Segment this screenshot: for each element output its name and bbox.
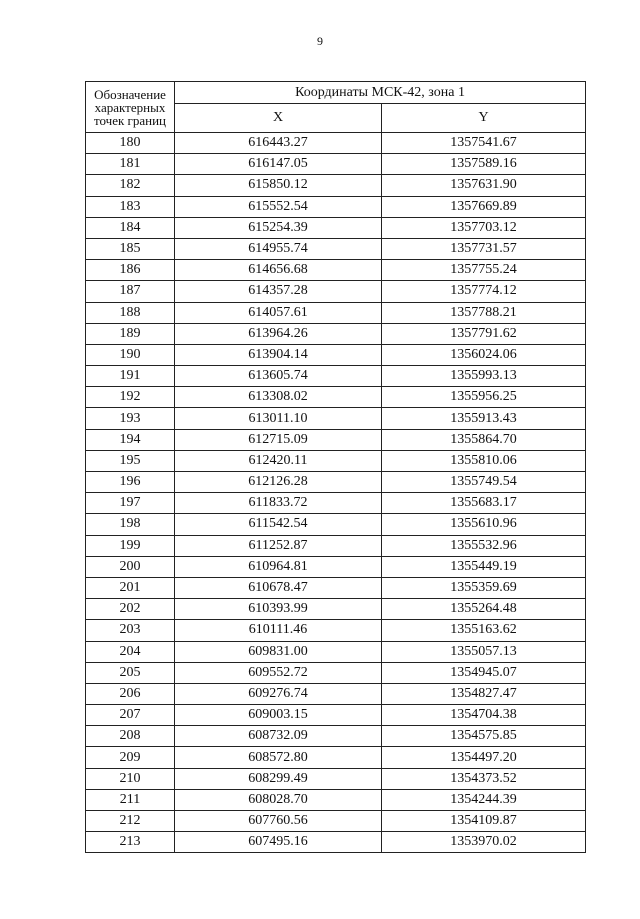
y-coordinate-cell: 1357669.89	[382, 196, 586, 217]
point-number-cell: 206	[86, 683, 175, 704]
x-coordinate-cell: 609552.72	[175, 662, 382, 683]
point-designation-header: Обозначение характерных точек границ	[86, 82, 175, 133]
x-coordinate-cell: 612715.09	[175, 429, 382, 450]
table-row	[86, 323, 586, 344]
table-row	[86, 662, 586, 683]
y-header: Y	[382, 104, 586, 133]
point-number-cell: 194	[86, 429, 175, 450]
table-row	[86, 705, 586, 726]
x-coordinate-cell: 609003.15	[175, 705, 382, 726]
point-number-cell: 200	[86, 556, 175, 577]
x-coordinate-cell: 611252.87	[175, 535, 382, 556]
x-coordinate-cell: 614656.68	[175, 260, 382, 281]
x-coordinate-cell: 608732.09	[175, 726, 382, 747]
table-row	[86, 238, 586, 259]
x-coordinate-cell: 611833.72	[175, 493, 382, 514]
table-row	[86, 599, 586, 620]
table-row	[86, 217, 586, 238]
table-row	[86, 789, 586, 810]
y-coordinate-cell: 1354373.52	[382, 768, 586, 789]
y-coordinate-cell: 1357541.67	[382, 133, 586, 154]
y-coordinate-cell: 1355913.43	[382, 408, 586, 429]
table-row	[86, 344, 586, 365]
y-coordinate-cell: 1355810.06	[382, 450, 586, 471]
x-coordinate-cell: 615850.12	[175, 175, 382, 196]
point-number-cell: 201	[86, 577, 175, 598]
x-coordinate-cell: 610964.81	[175, 556, 382, 577]
y-coordinate-cell: 1353970.02	[382, 832, 586, 853]
point-number-cell: 211	[86, 789, 175, 810]
y-coordinate-cell: 1355449.19	[382, 556, 586, 577]
point-number-cell: 203	[86, 620, 175, 641]
table-row	[86, 281, 586, 302]
table-row	[86, 514, 586, 535]
table-row	[86, 726, 586, 747]
table-row	[86, 196, 586, 217]
table-row	[86, 450, 586, 471]
table-body	[86, 133, 586, 853]
y-coordinate-cell: 1357755.24	[382, 260, 586, 281]
table-row	[86, 175, 586, 196]
table-row	[86, 747, 586, 768]
point-number-cell: 205	[86, 662, 175, 683]
x-coordinate-cell: 608299.49	[175, 768, 382, 789]
point-number-cell: 192	[86, 387, 175, 408]
y-coordinate-cell: 1355057.13	[382, 641, 586, 662]
point-number-cell: 186	[86, 260, 175, 281]
y-coordinate-cell: 1355683.17	[382, 493, 586, 514]
y-coordinate-cell: 1354945.07	[382, 662, 586, 683]
table-row	[86, 641, 586, 662]
table-row	[86, 154, 586, 175]
point-number-cell: 197	[86, 493, 175, 514]
table-row	[86, 429, 586, 450]
table-row	[86, 302, 586, 323]
table-row	[86, 683, 586, 704]
point-number-cell: 191	[86, 366, 175, 387]
table-row	[86, 366, 586, 387]
table-row	[86, 811, 586, 832]
x-coordinate-cell: 609276.74	[175, 683, 382, 704]
y-coordinate-cell: 1355956.25	[382, 387, 586, 408]
table-row	[86, 768, 586, 789]
x-coordinate-cell: 613904.14	[175, 344, 382, 365]
table-row	[86, 577, 586, 598]
point-number-cell: 183	[86, 196, 175, 217]
point-number-cell: 198	[86, 514, 175, 535]
y-coordinate-cell: 1357731.57	[382, 238, 586, 259]
x-coordinate-cell: 611542.54	[175, 514, 382, 535]
point-number-cell: 187	[86, 281, 175, 302]
x-header: X	[175, 104, 382, 133]
point-number-cell: 210	[86, 768, 175, 789]
point-number-cell: 195	[86, 450, 175, 471]
table-row	[86, 472, 586, 493]
x-coordinate-cell: 610111.46	[175, 620, 382, 641]
table-row	[86, 832, 586, 853]
page-number: 9	[317, 34, 323, 48]
y-coordinate-cell: 1357791.62	[382, 323, 586, 344]
point-number-cell: 184	[86, 217, 175, 238]
y-coordinate-cell: 1357788.21	[382, 302, 586, 323]
table-row	[86, 133, 586, 154]
y-coordinate-cell: 1354827.47	[382, 683, 586, 704]
y-coordinate-cell: 1355359.69	[382, 577, 586, 598]
point-number-cell: 204	[86, 641, 175, 662]
y-coordinate-cell: 1357703.12	[382, 217, 586, 238]
y-coordinate-cell: 1355610.96	[382, 514, 586, 535]
x-coordinate-cell: 615552.54	[175, 196, 382, 217]
point-number-cell: 182	[86, 175, 175, 196]
x-coordinate-cell: 612126.28	[175, 472, 382, 493]
x-coordinate-cell: 614057.61	[175, 302, 382, 323]
x-coordinate-cell: 614357.28	[175, 281, 382, 302]
point-number-cell: 188	[86, 302, 175, 323]
coordinates-table	[85, 81, 586, 853]
x-coordinate-cell: 613964.26	[175, 323, 382, 344]
y-coordinate-cell: 1355993.13	[382, 366, 586, 387]
y-coordinate-cell: 1354575.85	[382, 726, 586, 747]
coordinates-header: Координаты МСК-42, зона 1	[175, 82, 586, 104]
x-coordinate-cell: 609831.00	[175, 641, 382, 662]
x-coordinate-cell: 612420.11	[175, 450, 382, 471]
x-coordinate-cell: 610393.99	[175, 599, 382, 620]
table-row	[86, 556, 586, 577]
table-row	[86, 408, 586, 429]
point-number-cell: 196	[86, 472, 175, 493]
point-number-cell: 180	[86, 133, 175, 154]
y-coordinate-cell: 1355264.48	[382, 599, 586, 620]
x-coordinate-cell: 615254.39	[175, 217, 382, 238]
table-header	[86, 82, 586, 133]
y-coordinate-cell: 1354109.87	[382, 811, 586, 832]
y-coordinate-cell: 1356024.06	[382, 344, 586, 365]
table-row	[86, 493, 586, 514]
y-coordinate-cell: 1357631.90	[382, 175, 586, 196]
point-number-cell: 213	[86, 832, 175, 853]
table-row	[86, 620, 586, 641]
x-coordinate-cell: 607760.56	[175, 811, 382, 832]
y-coordinate-cell: 1357774.12	[382, 281, 586, 302]
point-number-cell: 202	[86, 599, 175, 620]
x-coordinate-cell: 613308.02	[175, 387, 382, 408]
point-number-cell: 185	[86, 238, 175, 259]
y-coordinate-cell: 1357589.16	[382, 154, 586, 175]
x-coordinate-cell: 608572.80	[175, 747, 382, 768]
x-coordinate-cell: 610678.47	[175, 577, 382, 598]
x-coordinate-cell: 608028.70	[175, 789, 382, 810]
point-number-cell: 199	[86, 535, 175, 556]
point-number-cell: 209	[86, 747, 175, 768]
y-coordinate-cell: 1355163.62	[382, 620, 586, 641]
table-row	[86, 260, 586, 281]
x-coordinate-cell: 613605.74	[175, 366, 382, 387]
y-coordinate-cell: 1355864.70	[382, 429, 586, 450]
y-coordinate-cell: 1355532.96	[382, 535, 586, 556]
y-coordinate-cell: 1354704.38	[382, 705, 586, 726]
x-coordinate-cell: 616443.27	[175, 133, 382, 154]
table-row	[86, 535, 586, 556]
y-coordinate-cell: 1354244.39	[382, 789, 586, 810]
y-coordinate-cell: 1354497.20	[382, 747, 586, 768]
table-row	[86, 387, 586, 408]
point-number-cell: 190	[86, 344, 175, 365]
point-number-cell: 208	[86, 726, 175, 747]
point-number-cell: 207	[86, 705, 175, 726]
x-coordinate-cell: 613011.10	[175, 408, 382, 429]
x-coordinate-cell: 607495.16	[175, 832, 382, 853]
point-number-cell: 212	[86, 811, 175, 832]
y-coordinate-cell: 1355749.54	[382, 472, 586, 493]
point-number-cell: 193	[86, 408, 175, 429]
point-number-cell: 181	[86, 154, 175, 175]
x-coordinate-cell: 614955.74	[175, 238, 382, 259]
point-number-cell: 189	[86, 323, 175, 344]
x-coordinate-cell: 616147.05	[175, 154, 382, 175]
